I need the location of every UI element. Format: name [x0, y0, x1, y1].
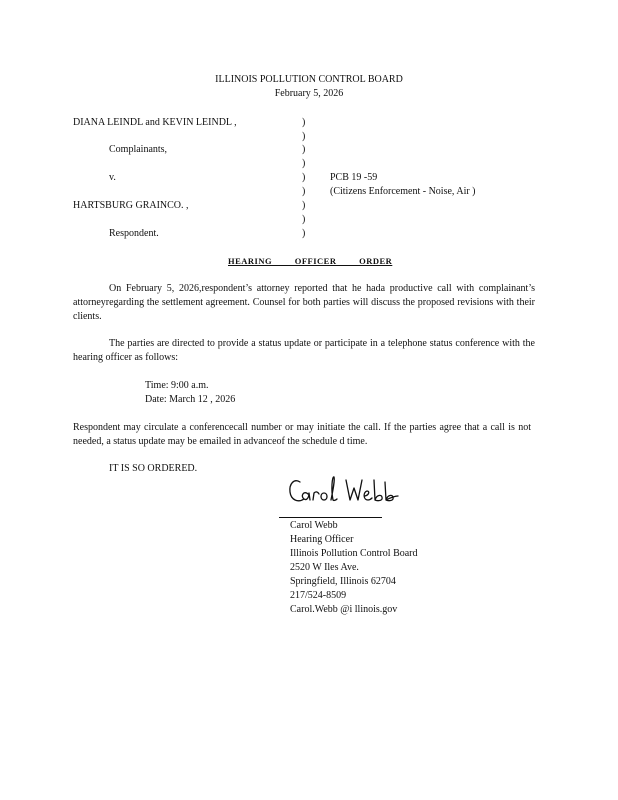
- complainants-names: DIANA LEINDL and KEVIN LEINDL ,: [73, 117, 237, 128]
- versus-label: v.: [109, 172, 116, 183]
- signer-address: 2520 W Iles Ave.: [290, 562, 359, 573]
- body-paragraph-2: The parties are directed to provide a status update or participate in a telephone status conference with the hearing officer as follows:: [73, 338, 535, 363]
- caption-paren: ): [302, 144, 306, 155]
- signer-phone: 217/524-8509: [290, 590, 347, 601]
- caption-paren: ): [302, 214, 306, 225]
- case-type: (Citizens Enforcement - Noise, Air ): [330, 186, 476, 197]
- caption-paren: ): [302, 172, 306, 183]
- respondent-name: HARTSBURG GRAINCO. ,: [73, 200, 189, 211]
- conference-time: Time: 9:00 a.m.: [145, 380, 209, 391]
- body-paragraph-3: Respondent may circulate a conferencecall number or may initiate the call. If the parties agree that a call is not needed, a status update may be emailed in advanceof the schedule d time.: [73, 422, 531, 447]
- order-date: February 5, 2026: [274, 88, 344, 99]
- caption-paren: ): [302, 186, 306, 197]
- respondent-label: Respondent.: [109, 228, 159, 239]
- caption-paren: ): [302, 228, 306, 239]
- order-title: HEARING OFFICER ORDER: [228, 256, 393, 266]
- caption-paren: ): [302, 131, 306, 142]
- signature-line: [279, 517, 382, 518]
- conference-date: Date: March 12 , 2026: [145, 394, 236, 405]
- signer-title: Hearing Officer: [290, 534, 354, 545]
- signer-name: Carol Webb: [290, 520, 338, 531]
- body-paragraph-1: On February 5, 2026,respondent’s attorney reported that he hada productive call with complainant’s attorneyregarding the settlement agreement. Counsel for both parties will discuss the proposed revisions with their clients.: [73, 283, 535, 322]
- signer-organization: Illinois Pollution Control Board: [290, 548, 418, 559]
- handwritten-signature: [286, 470, 416, 513]
- caption-paren: ): [302, 158, 306, 169]
- so-ordered: IT IS SO ORDERED.: [109, 463, 198, 474]
- caption-paren: ): [302, 200, 306, 211]
- board-name: ILLINOIS POLLUTION CONTROL BOARD: [215, 74, 403, 85]
- signature-drawing: [286, 470, 416, 510]
- signer-email: Carol.Webb @i llinois.gov: [290, 604, 398, 615]
- caption-paren: ): [302, 117, 306, 128]
- complainants-label: Complainants,: [109, 144, 168, 155]
- signer-city: Springfield, Illinois 62704: [290, 576, 396, 587]
- case-number: PCB 19 -59: [330, 172, 378, 183]
